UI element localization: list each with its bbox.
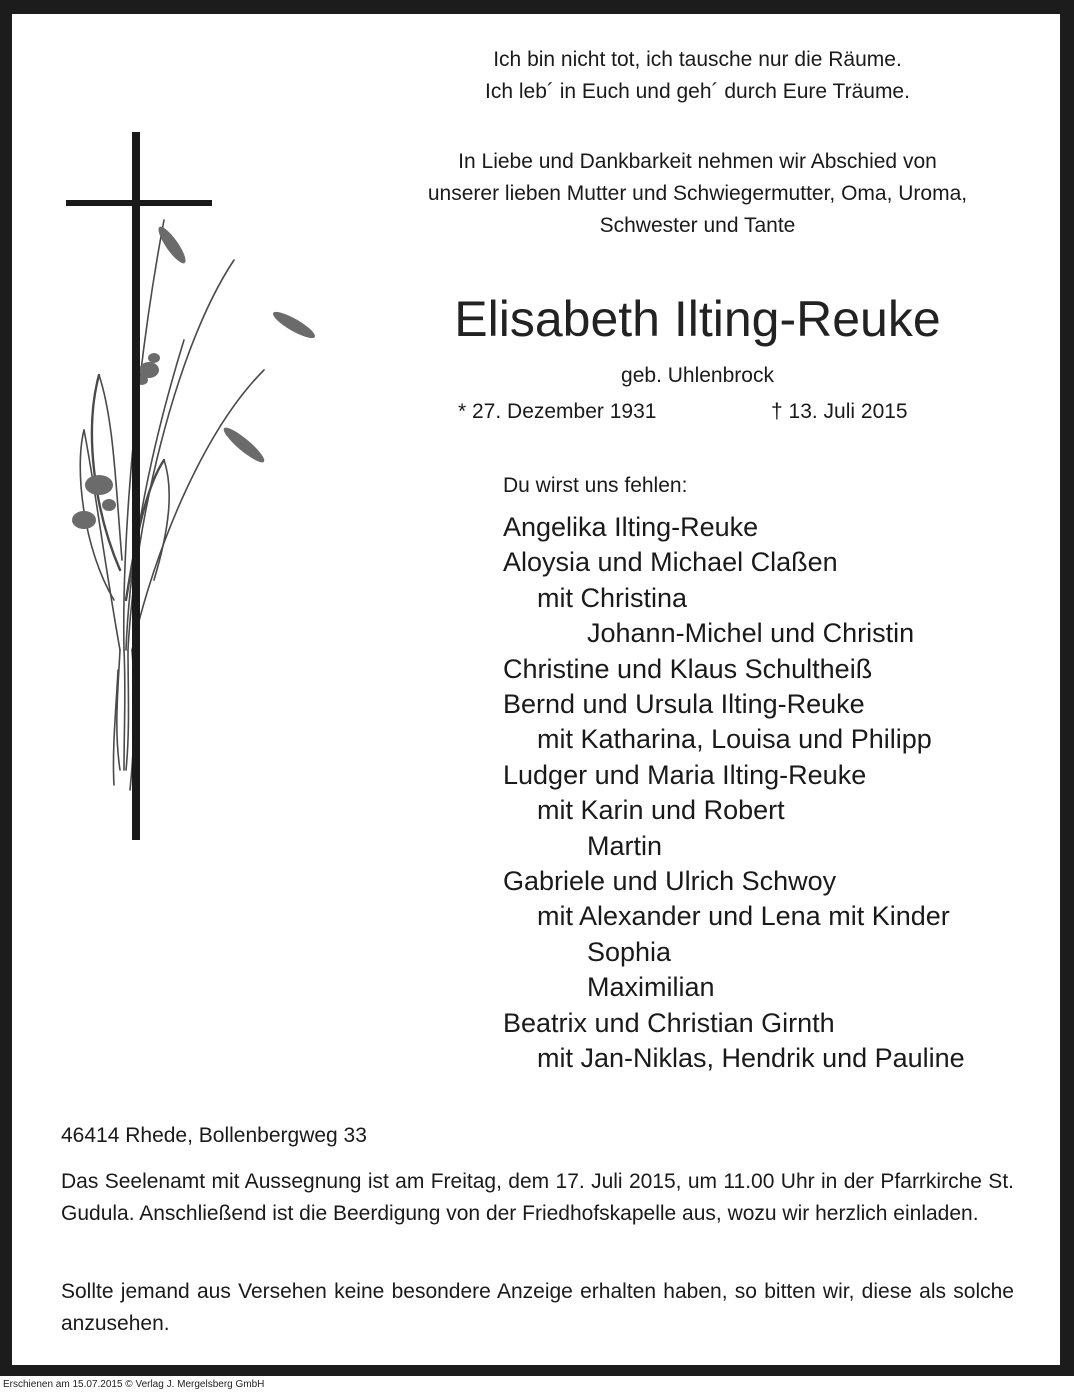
motto-verse bbox=[350, 44, 1045, 108]
mourner-row: mit Jan-Niklas, Hendrik und Pauline bbox=[537, 1043, 965, 1074]
mourner-row: Ludger und Maria Ilting-Reuke bbox=[503, 759, 867, 790]
publication-footer: Erschienen am 15.07.2015 © Verlag J. Mergelsberg GmbH bbox=[3, 1379, 265, 1390]
mourner-row: Bernd und Ursula Ilting-Reuke bbox=[503, 689, 865, 720]
death-date: † 13. Juli 2015 bbox=[771, 400, 908, 423]
mourner-row: Beatrix und Christian Girnth bbox=[503, 1007, 835, 1038]
mourner-row: Aloysia und Michael Claßen bbox=[503, 547, 838, 578]
deceased-name: Elisabeth Ilting-Reuke bbox=[454, 291, 941, 347]
intro-line: Schwester und Tante bbox=[599, 214, 796, 237]
mourners-list bbox=[503, 510, 965, 1077]
birth-name: geb. Uhlenbrock bbox=[621, 364, 774, 387]
intro-line: unserer lieben Mutter und Schwiegermutter, Oma, Uroma, bbox=[427, 182, 968, 205]
mourner-row: Christine und Klaus Schultheiß bbox=[503, 653, 873, 684]
mourner-row: Gabriele und Ulrich Schwoy bbox=[503, 866, 837, 897]
mourner-row: Martin bbox=[587, 830, 663, 861]
mourner-row: Angelika Ilting-Reuke bbox=[503, 512, 759, 542]
mourner-row: mit Katharina, Louisa und Philipp bbox=[537, 724, 932, 755]
mourner-row: mit Christina bbox=[537, 582, 688, 613]
address: 46414 Rhede, Bollenbergweg 33 bbox=[61, 1124, 367, 1147]
intro-line: In Liebe und Dankbarkeit nehmen wir Abschied von bbox=[458, 150, 937, 173]
cross-with-grain-icon bbox=[54, 130, 344, 842]
service-announcement: Das Seelenamt mit Aussegnung ist am Freitag, dem 17. Juli 2015, um 11.00 Uhr in der Pfarrkirche St. Gudula. Anschließend ist die Beerdigung von der Friedhofskapelle aus, wozu wir herzlich einladen. bbox=[61, 1170, 1014, 1225]
mourners-heading: Du wirst uns fehlen: bbox=[503, 474, 688, 497]
farewell-intro bbox=[350, 146, 1045, 242]
mourner-row: mit Karin und Robert bbox=[537, 795, 785, 826]
motto-line: Ich leb´ in Euch und geh´ durch Eure Träume. bbox=[485, 80, 910, 103]
mourner-row: Maximilian bbox=[587, 972, 715, 1003]
birth-date: * 27. Dezember 1931 bbox=[458, 400, 657, 423]
mourner-row: Sophia bbox=[587, 936, 672, 967]
motto-line: Ich bin nicht tot, ich tausche nur die Räume. bbox=[493, 48, 902, 71]
mourner-row: mit Alexander und Lena mit Kinder bbox=[537, 901, 950, 932]
mourner-row: Johann-Michel und Christin bbox=[587, 618, 915, 649]
notice-text: Sollte jemand aus Versehen keine besondere Anzeige erhalten haben, so bitten wir, diese als solche anzusehen. bbox=[61, 1280, 1014, 1335]
